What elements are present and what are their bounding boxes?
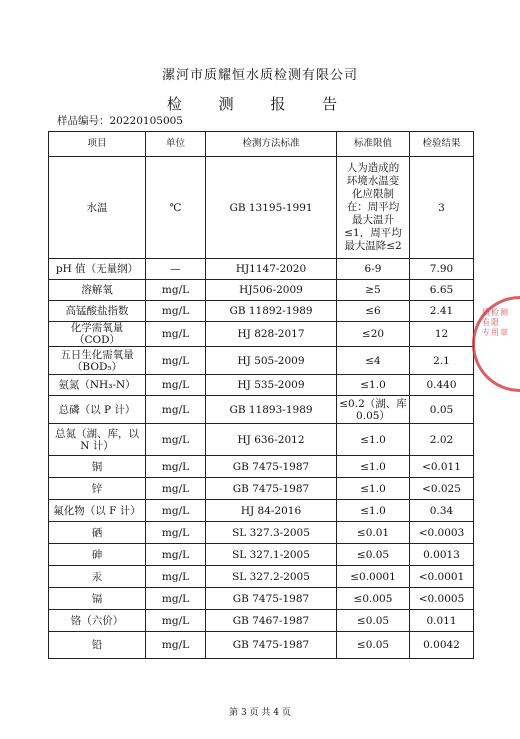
header-method: 检测方法标准 <box>206 132 337 157</box>
table-row <box>49 456 474 478</box>
table-row <box>49 322 474 347</box>
cell-result: <0.025 <box>410 478 474 500</box>
cell-item: 总磷（以 P 计） <box>49 396 146 424</box>
cell-limit: ≤20 <box>337 322 410 347</box>
cell-limit: ≤0.01 <box>337 522 410 544</box>
cell-limit: ≤1.0 <box>337 478 410 500</box>
table-row <box>49 347 474 375</box>
cell-unit: — <box>146 259 206 280</box>
cell-unit: mg/L <box>146 375 206 396</box>
cell-unit: mg/L <box>146 301 206 322</box>
table-row <box>49 280 474 301</box>
table-row <box>49 632 474 659</box>
cell-result: 3 <box>410 157 474 259</box>
cell-limit: ≤4 <box>337 347 410 375</box>
cell-item: 铜 <box>49 456 146 478</box>
cell-unit: ℃ <box>146 157 206 259</box>
cell-item: 硒 <box>49 522 146 544</box>
cell-result: 0.0013 <box>410 544 474 566</box>
cell-unit: mg/L <box>146 588 206 610</box>
cell-limit: ≤0.05 <box>337 544 410 566</box>
cell-unit: mg/L <box>146 280 206 301</box>
cell-unit: mg/L <box>146 500 206 522</box>
table-row <box>49 500 474 522</box>
cell-item: 砷 <box>49 544 146 566</box>
cell-result: 0.05 <box>410 396 474 424</box>
table-row <box>49 424 474 456</box>
header-item: 项目 <box>49 132 146 157</box>
cell-method: HJ 505-2009 <box>206 347 337 375</box>
cell-method: SL 327.1-2005 <box>206 544 337 566</box>
table-header-row <box>49 132 474 157</box>
table-row <box>49 566 474 588</box>
cell-limit: ≤6 <box>337 301 410 322</box>
cell-result: 6.65 <box>410 280 474 301</box>
cell-limit: ≤1.0 <box>337 456 410 478</box>
seal-text: 质检测 有限 专用章 <box>482 308 509 337</box>
cell-limit: ≤0.05 <box>337 610 410 632</box>
cell-item: 水温 <box>49 157 146 259</box>
cell-result: 0.440 <box>410 375 474 396</box>
cell-result: <0.0001 <box>410 566 474 588</box>
cell-unit: mg/L <box>146 632 206 659</box>
cell-limit: ≤1.0 <box>337 375 410 396</box>
table-row <box>49 610 474 632</box>
cell-method: GB 11893-1989 <box>206 396 337 424</box>
cell-limit: 6-9 <box>337 259 410 280</box>
cell-method: HJ 535-2009 <box>206 375 337 396</box>
cell-limit: ≤0.0001 <box>337 566 410 588</box>
cell-unit: mg/L <box>146 566 206 588</box>
cell-item: 锌 <box>49 478 146 500</box>
cell-limit: ≤0.05 <box>337 632 410 659</box>
table-row <box>49 588 474 610</box>
cell-unit: mg/L <box>146 456 206 478</box>
cell-method: GB 7475-1987 <box>206 632 337 659</box>
table-row <box>49 157 474 259</box>
cell-unit: mg/L <box>146 610 206 632</box>
cell-result: 7.90 <box>410 259 474 280</box>
cell-method: HJ 828-2017 <box>206 322 337 347</box>
cell-result: <0.0005 <box>410 588 474 610</box>
cell-result: 2.41 <box>410 301 474 322</box>
cell-item: 五日生化需氧量（BOD₅） <box>49 347 146 375</box>
cell-unit: mg/L <box>146 424 206 456</box>
cell-item: 化学需氧量（COD） <box>49 322 146 347</box>
table-row <box>49 301 474 322</box>
company-name: 漯河市质耀恒水质检测有限公司 <box>161 68 358 83</box>
cell-unit: mg/L <box>146 322 206 347</box>
header-unit: 单位 <box>146 132 206 157</box>
cell-item: 高锰酸盐指数 <box>49 301 146 322</box>
cell-method: GB 11892-1989 <box>206 301 337 322</box>
cell-item: 氨氮（NH₃-N） <box>49 375 146 396</box>
cell-item: 总氮（湖、库，以 N 计） <box>49 424 146 456</box>
cell-result: 0.34 <box>410 500 474 522</box>
table-row <box>49 544 474 566</box>
table-row <box>49 478 474 500</box>
cell-method: GB 7475-1987 <box>206 478 337 500</box>
cell-result: 2.1 <box>410 347 474 375</box>
cell-item: 汞 <box>49 566 146 588</box>
cell-unit: mg/L <box>146 522 206 544</box>
cell-method: GB 13195-1991 <box>206 157 337 259</box>
cell-method: HJ506-2009 <box>206 280 337 301</box>
page-footer: 第 3 页 共 4 页 <box>229 708 291 718</box>
cell-result: <0.011 <box>410 456 474 478</box>
cell-method: GB 7467-1987 <box>206 610 337 632</box>
sample-number: 样品编号：20220105005 <box>57 115 183 127</box>
table-row <box>49 259 474 280</box>
cell-result: 12 <box>410 322 474 347</box>
cell-unit: mg/L <box>146 478 206 500</box>
table-row <box>49 396 474 424</box>
cell-limit: ≤0.2（湖、库 0.05） <box>337 396 410 424</box>
cell-limit: ≤0.005 <box>337 588 410 610</box>
cell-item: 铅 <box>49 632 146 659</box>
cell-unit: mg/L <box>146 347 206 375</box>
cell-result: 0.0042 <box>410 632 474 659</box>
cell-unit: mg/L <box>146 544 206 566</box>
cell-result: 2.02 <box>410 424 474 456</box>
cell-method: SL 327.3-2005 <box>206 522 337 544</box>
table-row <box>49 375 474 396</box>
cell-unit: mg/L <box>146 396 206 424</box>
table-row <box>49 522 474 544</box>
cell-method: HJ1147-2020 <box>206 259 337 280</box>
cell-method: GB 7475-1987 <box>206 588 337 610</box>
cell-limit: 人为造成的环境水温变化应限制在：周平均最大温升≤1，周平均最大温降≤2 <box>337 157 410 259</box>
cell-item: pH 值（无量纲） <box>49 259 146 280</box>
cell-method: SL 327.2-2005 <box>206 566 337 588</box>
cell-item: 镉 <box>49 588 146 610</box>
cell-limit: ≤1.0 <box>337 500 410 522</box>
report-title: 检 测 报 告 <box>166 95 354 113</box>
cell-item: 溶解氧 <box>49 280 146 301</box>
cell-method: HJ 84-2016 <box>206 500 337 522</box>
cell-result: 0.011 <box>410 610 474 632</box>
cell-limit: ≤1.0 <box>337 424 410 456</box>
results-table <box>48 131 474 659</box>
cell-result: <0.0003 <box>410 522 474 544</box>
cell-method: HJ 636-2012 <box>206 424 337 456</box>
cell-method: GB 7475-1987 <box>206 456 337 478</box>
cell-limit: ≥5 <box>337 280 410 301</box>
cell-item: 氟化物（以 F 计） <box>49 500 146 522</box>
header-result: 检验结果 <box>410 132 474 157</box>
cell-item: 铬（六价） <box>49 610 146 632</box>
company-seal <box>472 296 520 392</box>
header-limit: 标准限值 <box>337 132 410 157</box>
